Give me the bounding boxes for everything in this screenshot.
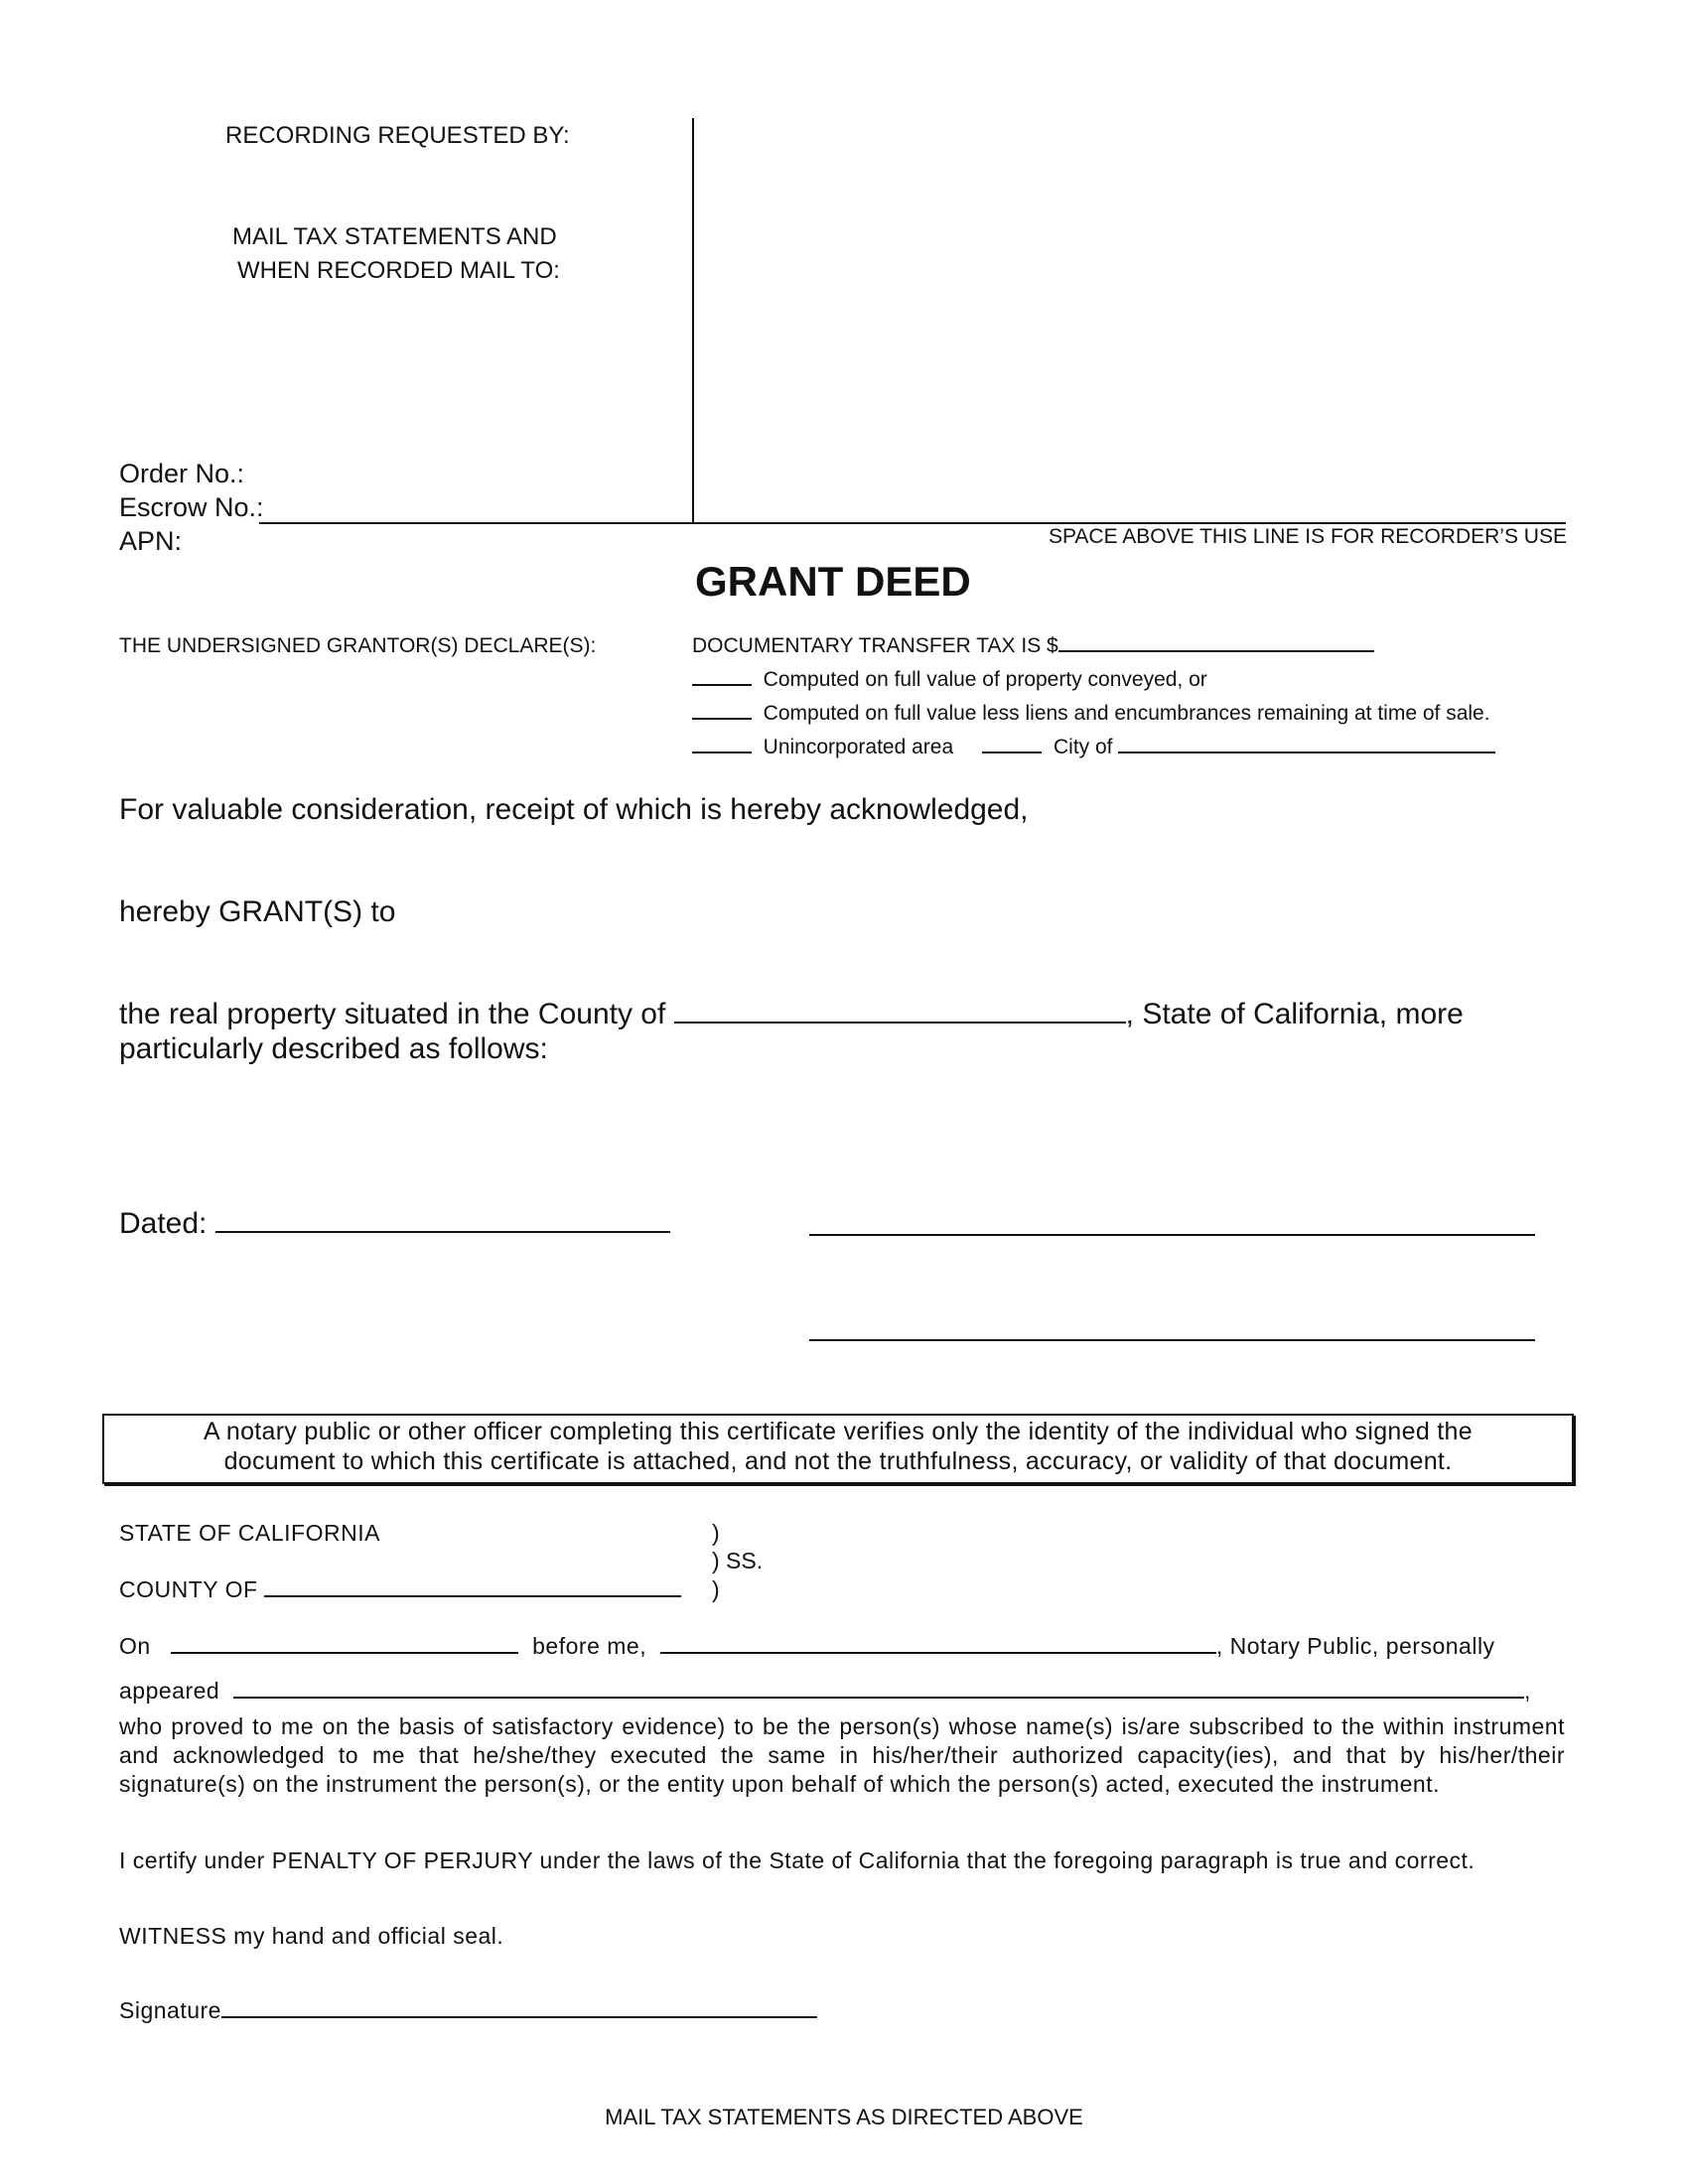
appeared-label: appeared (119, 1678, 220, 1704)
full-value-label: Computed on full value of property conveyed, or (763, 668, 1207, 691)
recording-requested-label: RECORDING REQUESTED BY: (225, 122, 570, 149)
city-field[interactable] (1118, 751, 1495, 753)
unincorporated-label: Unincorporated area (763, 736, 954, 758)
proved-paragraph: who proved to me on the basis of satisfactory evidence) to be the person(s) whose name(s) is/are subscribed to the within instrument and acknowledged to me that he/she/they executed the same in his/her/their authorized capacity(ies), and that by his/her/their signature(s) on the instrument the person(s), or the entity upon behalf of which the person(s) acted, executed the instrument. (119, 1713, 1565, 1797)
consideration-text: For valuable consideration, receipt of which is hereby acknowledged, (119, 793, 1029, 826)
city-label: City of (1053, 736, 1113, 758)
apn-label: APN: (119, 526, 183, 556)
paren-1: ) (712, 1520, 720, 1546)
order-no-label: Order No.: (119, 459, 245, 488)
vertical-divider (692, 118, 694, 523)
mail-tax-label-1: MAIL TAX STATEMENTS AND (232, 223, 557, 250)
disclaimer-line-1: A notary public or other officer completing this certificate verifies only the identity of the individual who signed the (204, 1418, 1473, 1445)
appeared-field[interactable] (233, 1696, 1524, 1699)
footer-note: MAIL TAX STATEMENTS AS DIRECTED ABOVE (605, 2105, 1083, 2129)
property-text-b: , State of California, more (1125, 998, 1464, 1030)
notary-date-field[interactable] (171, 1651, 518, 1654)
notary-disclaimer-box (102, 1414, 1574, 1484)
notary-name-field[interactable] (660, 1651, 1216, 1654)
dated-label: Dated: (119, 1207, 208, 1240)
paren-3: ) (712, 1576, 720, 1602)
page-title: GRANT DEED (695, 558, 971, 605)
on-label: On (119, 1633, 151, 1659)
property-text-a: the real property situated in the County of (119, 998, 666, 1030)
less-liens-label: Computed on full value less liens and encumbrances remaining at time of sale. (763, 702, 1490, 725)
state-label: STATE OF CALIFORNIA (119, 1520, 380, 1546)
less-liens-checkbox[interactable] (692, 717, 752, 720)
before-me-label: before me, (532, 1633, 647, 1659)
recorder-use-label: SPACE ABOVE THIS LINE IS FOR RECORDER’S USE (1048, 525, 1567, 548)
certify-paragraph: I certify under PENALTY OF PERJURY under the laws of the State of California that the foregoing paragraph is true and correct. (119, 1847, 1476, 1873)
property-text-c: particularly described as follows: (119, 1032, 548, 1065)
signature-label: Signature (119, 1997, 221, 2023)
grantor-signature-line-1[interactable] (809, 1234, 1535, 1236)
dated-field[interactable] (215, 1230, 670, 1233)
transfer-tax-label: DOCUMENTARY TRANSFER TAX IS $ (692, 634, 1058, 657)
ss-label: ) SS. (712, 1548, 764, 1573)
city-checkbox[interactable] (982, 751, 1042, 753)
grantor-declare-label: THE UNDERSIGNED GRANTOR(S) DECLARE(S): (119, 634, 597, 657)
county-field[interactable] (674, 1021, 1126, 1024)
notary-public-label: , Notary Public, personally (1215, 1633, 1495, 1659)
witness-text: WITNESS my hand and official seal. (119, 1923, 504, 1949)
full-value-checkbox[interactable] (692, 683, 752, 686)
mail-tax-label-2: WHEN RECORDED MAIL TO: (237, 257, 560, 284)
grantor-signature-line-2[interactable] (809, 1339, 1535, 1341)
county-label: COUNTY OF (119, 1576, 258, 1602)
transfer-tax-field[interactable] (1058, 649, 1374, 652)
grant-text: hereby GRANT(S) to (119, 895, 396, 928)
unincorporated-checkbox[interactable] (692, 751, 752, 753)
recorder-divider-line (259, 522, 1566, 524)
escrow-no-label: Escrow No.: (119, 492, 264, 522)
notary-signature-field[interactable] (221, 2015, 817, 2018)
notary-county-field[interactable] (264, 1594, 681, 1597)
appeared-comma: , (1523, 1678, 1531, 1704)
disclaimer-line-2: document to which this certificate is attached, and not the truthfulness, accuracy, or validity of that document. (223, 1447, 1453, 1475)
